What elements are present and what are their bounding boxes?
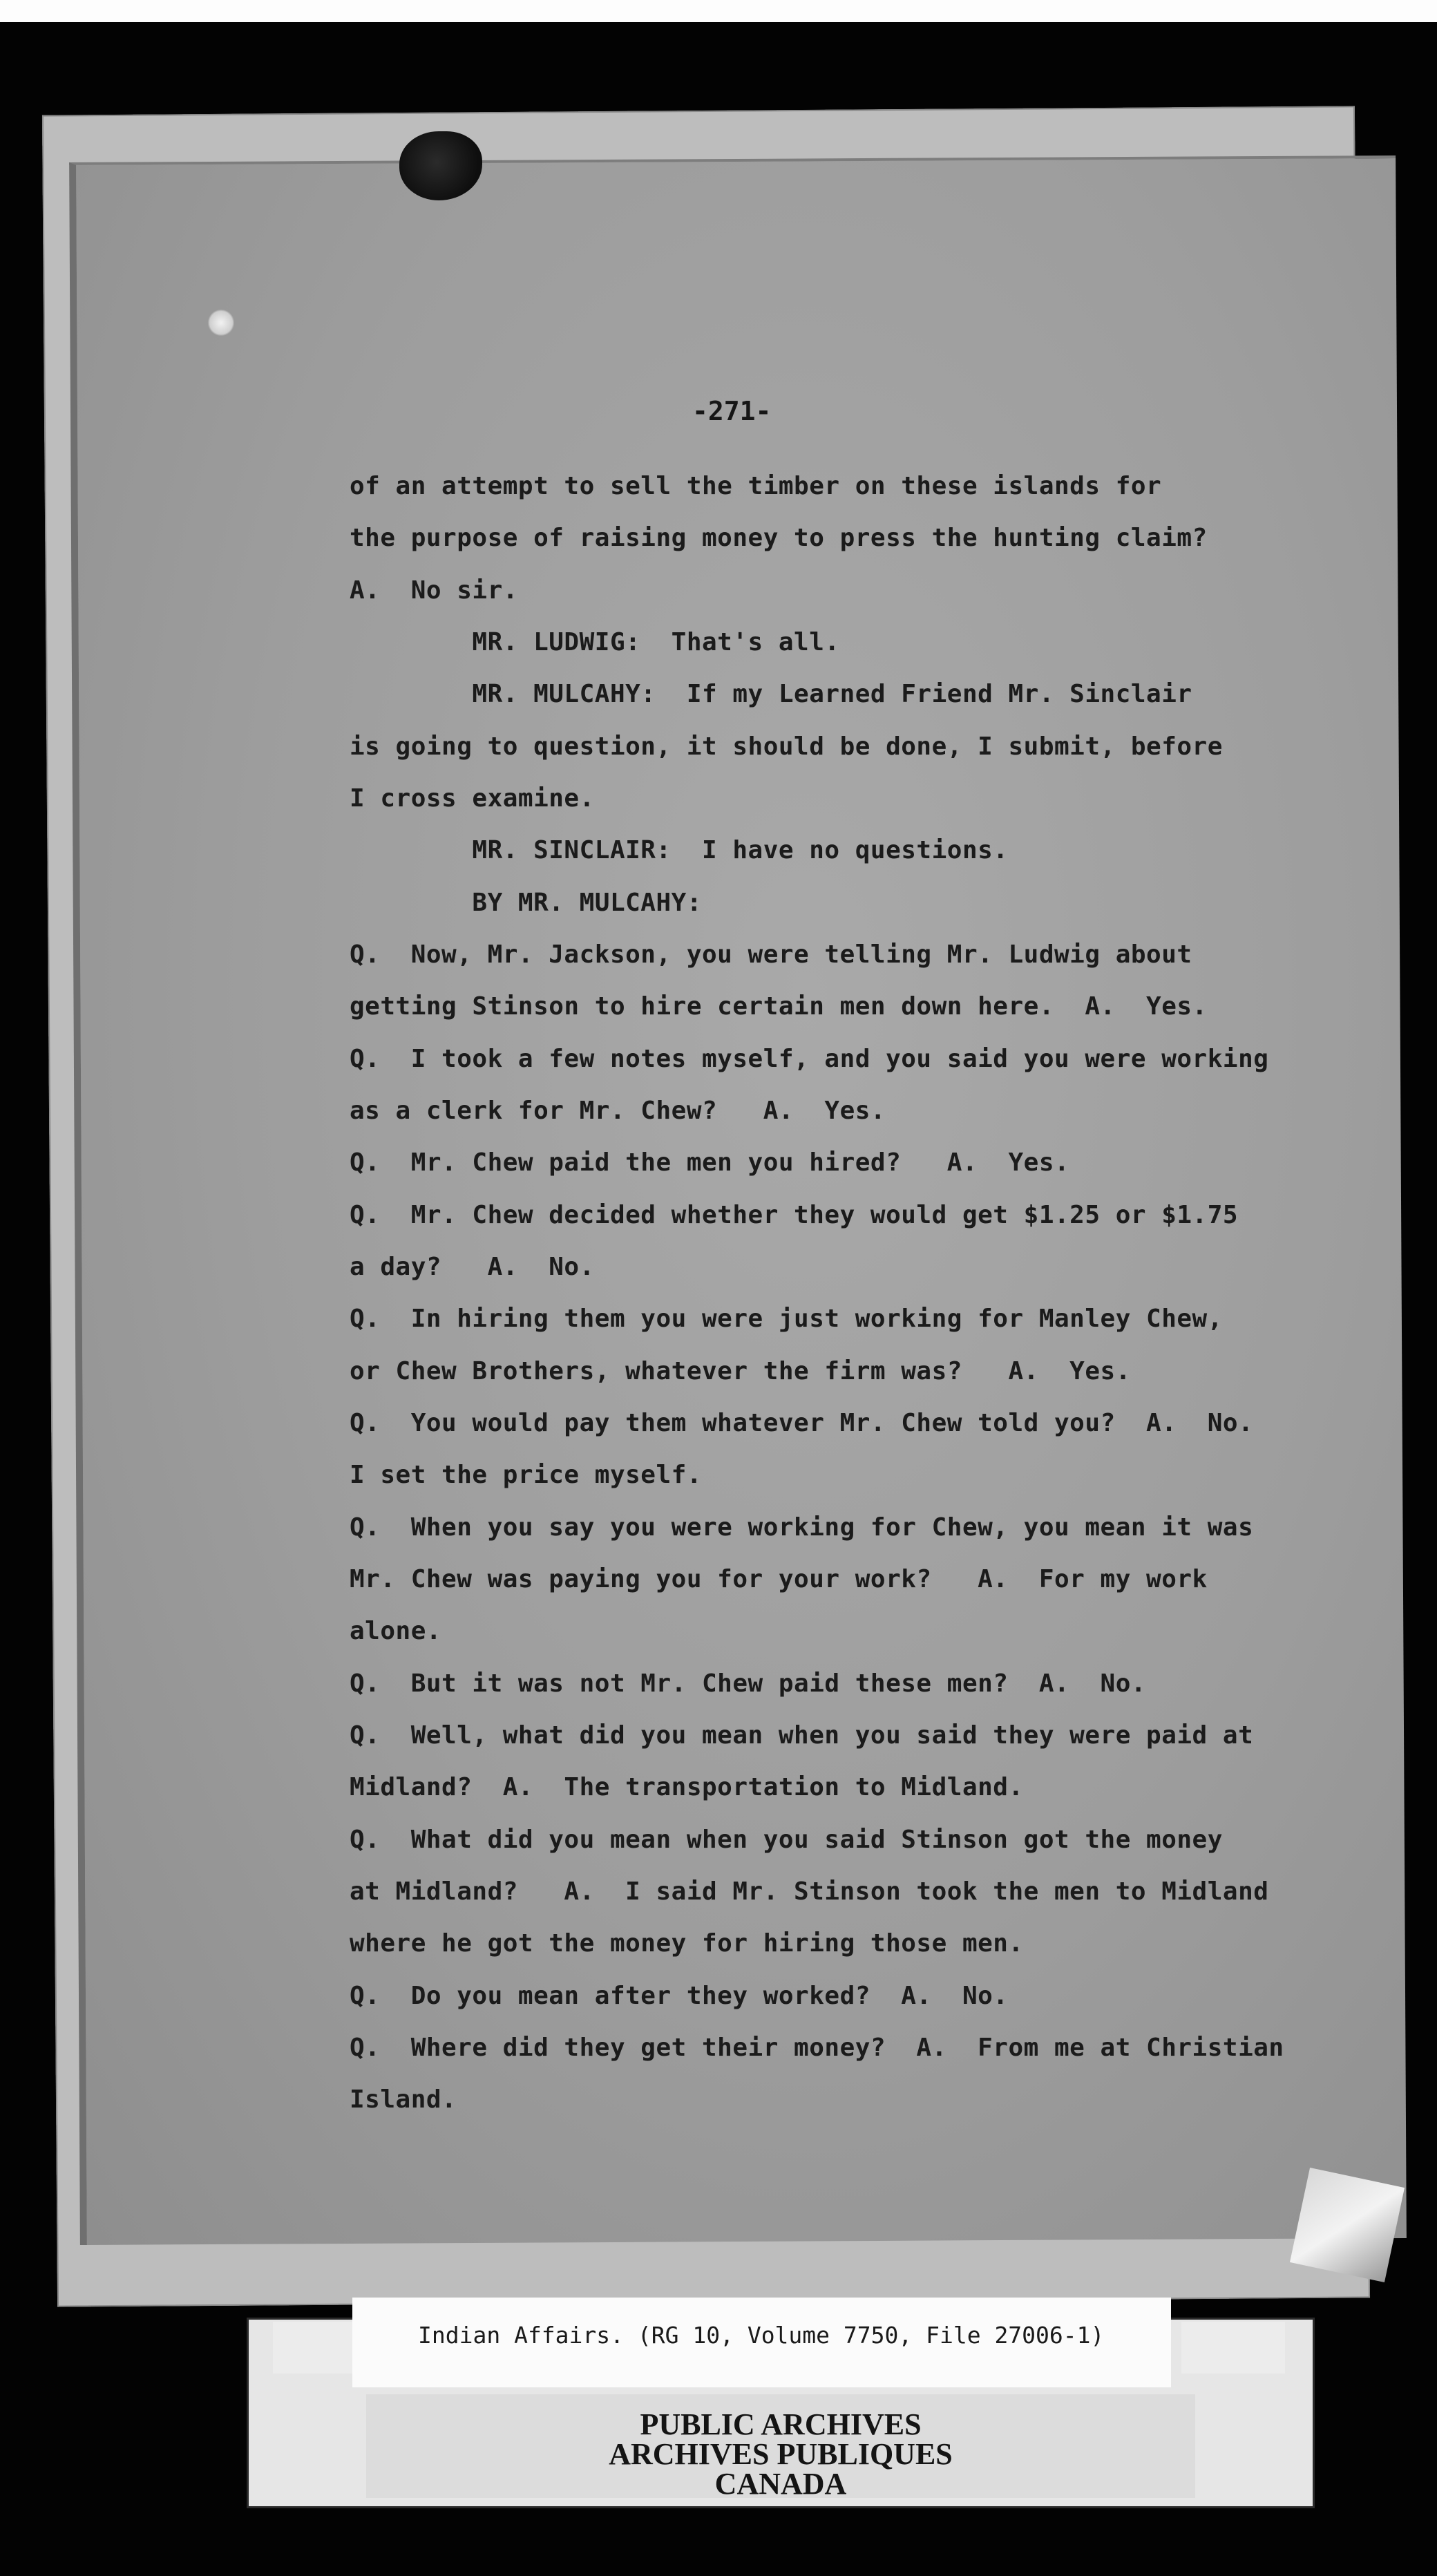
- transcript-line: MR. LUDWIG: That's all.: [350, 628, 840, 656]
- transcript-line: the purpose of raising money to press the hunting claim?: [350, 524, 1208, 552]
- transcript-line: Q. When you say you were working for Chew, you mean it was: [350, 1513, 1254, 1542]
- transcript-line: Mr. Chew was paying you for your work? A. For my work: [350, 1565, 1208, 1593]
- transcript-line: or Chew Brothers, whatever the firm was? A. Yes.: [350, 1357, 1131, 1385]
- transcript-line: Island.: [350, 2085, 457, 2114]
- transcript-line: a day? A. No.: [350, 1253, 595, 1281]
- transcript-line: Q. I took a few notes myself, and you said you were working: [350, 1045, 1269, 1073]
- page-number: -271-: [692, 396, 772, 426]
- transcript-line: MR. SINCLAIR: I have no questions.: [350, 836, 1009, 864]
- top-margin-strip: [0, 0, 1437, 22]
- transcript-line: I cross examine.: [350, 784, 595, 813]
- transcript-line: where he got the money for hiring those men.: [350, 1929, 1024, 1958]
- transcript-line: as a clerk for Mr. Chew? A. Yes.: [350, 1097, 886, 1125]
- transcript-line: Midland? A. The transportation to Midland.: [350, 1773, 1024, 1801]
- transcript-line: Q. Well, what did you mean when you said they were paid at: [350, 1721, 1254, 1750]
- transcript-line: MR. MULCAHY: If my Learned Friend Mr. Sinclair: [350, 680, 1192, 708]
- archive-stamp-line-1: PUBLIC ARCHIVES: [640, 2407, 922, 2441]
- transcript-line: Q. In hiring them you were just working for Manley Chew,: [350, 1305, 1223, 1333]
- archive-stamp-line-2: ARCHIVES PUBLIQUES: [609, 2437, 953, 2471]
- transcript-line: is going to question, it should be done, I submit, before: [350, 732, 1223, 761]
- archive-label-right-tab: [1181, 2322, 1285, 2374]
- transcript-line: at Midland? A. I said Mr. Stinson took the men to Midland: [350, 1877, 1269, 1906]
- transcript-line: Q. Do you mean after they worked? A. No.: [350, 1982, 1009, 2010]
- archive-label-left-tab: [273, 2322, 363, 2374]
- transcript-line: Q. Mr. Chew paid the men you hired? A. Yes.: [350, 1148, 1070, 1177]
- archive-stamp-line-3: CANADA: [714, 2467, 847, 2501]
- transcript-line: Q. What did you mean when you said Stinson got the money: [350, 1826, 1223, 1854]
- transcript-line: Q. Where did they get their money? A. From me at Christian: [350, 2034, 1284, 2062]
- transcript-line: of an attempt to sell the timber on these islands for: [350, 472, 1162, 500]
- transcript-line: Q. You would pay them whatever Mr. Chew told you? A. No.: [350, 1409, 1254, 1437]
- transcript-line: alone.: [350, 1617, 442, 1645]
- transcript-line: A. No sir.: [350, 576, 518, 605]
- paper-tear-mark: [207, 310, 235, 336]
- transcript-line: getting Stinson to hire certain men down here. A. Yes.: [350, 992, 1208, 1021]
- transcript-line: BY MR. MULCAHY:: [350, 889, 702, 917]
- archive-reference: Indian Affairs. (RG 10, Volume 7750, File 27006-1): [418, 2322, 1105, 2349]
- transcript-line: Q. Mr. Chew decided whether they would get $1.25 or $1.75: [350, 1201, 1239, 1229]
- transcript-line: Q. Now, Mr. Jackson, you were telling Mr. Ludwig about: [350, 940, 1192, 969]
- transcript-line: Q. But it was not Mr. Chew paid these men? A. No.: [350, 1669, 1147, 1698]
- page-corner-curl: [1290, 2168, 1405, 2282]
- transcript-line: I set the price myself.: [350, 1461, 702, 1489]
